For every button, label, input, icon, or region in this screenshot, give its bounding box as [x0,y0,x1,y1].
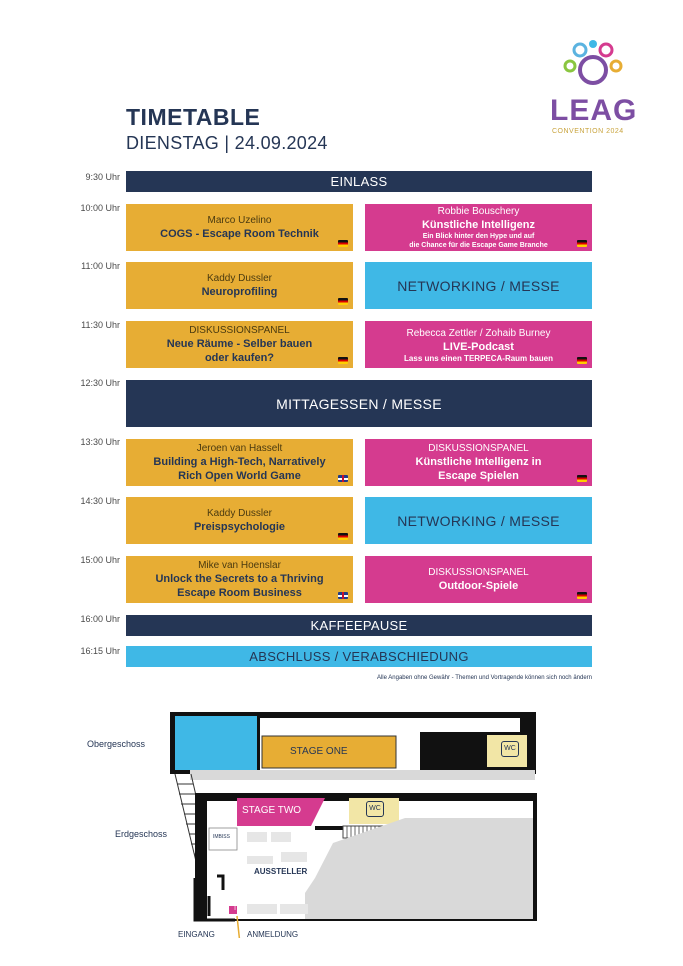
info-icon: i [234,905,236,912]
session-speaker: DISKUSSIONSPANEL [428,443,529,454]
session-speaker: Rebecca Zettler / Zohaib Burney [406,327,551,339]
aussteller-label: AUSSTELLER [254,867,308,876]
session-subtitle: die Chance für die Escape Game Branche [409,242,548,249]
anmeldung-label: ANMELDUNG [247,930,299,939]
session-title: Künstliche Intelligenz [421,219,536,231]
time-label: 13:30 Uhr [80,437,120,447]
session-title: COGS - Escape Room Technik [160,228,319,240]
session-title: Neuroprofiling [201,286,278,298]
time-label: 10:00 Uhr [80,203,120,213]
de-flag-icon [577,357,587,364]
de-flag-icon [577,240,587,247]
time-label: 16:00 Uhr [80,614,120,624]
session-card [126,497,353,544]
session-speaker: Kaddy Dussler [206,273,273,284]
networking-bar [365,262,592,309]
session-title: Outdoor-Spiele [438,580,519,592]
time-label: 15:00 Uhr [80,555,120,565]
imbiss-label: IMBISS [213,834,230,840]
session-card [365,321,592,368]
session-title: Neue Räume - Selber bauen [166,338,313,350]
session-card [126,262,353,309]
erdgeschoss-label: Erdgeschoss [115,829,168,839]
session-card [126,439,353,486]
session-title: Escape Spielen [438,470,519,482]
session-title: Preispsychologie [193,521,286,533]
networking-label: NETWORKING / MESSE [397,512,560,529]
session-speaker: Marco Uzelino [207,215,272,226]
de-flag-icon [338,298,348,305]
session-card [126,204,353,251]
einlass-label: EINLASS [330,174,388,189]
wc-label: WC [504,745,516,752]
logo-subtext: CONVENTION 2024 [552,128,624,135]
kaffeepause-bar [126,615,592,636]
logo-text: LEAG [550,94,638,127]
session-title: Künstliche Intelligenz in [415,456,542,468]
networking-bar [365,497,592,544]
einlass-bar [126,171,592,192]
floor-map [165,708,545,938]
session-speaker: Jeroen van Hasselt [196,443,283,454]
logo [548,38,643,138]
session-card [126,321,353,368]
mittagessen-label: MITTAGESSEN / MESSE [276,395,442,412]
session-title: Unlock the Secrets to a Thriving [155,573,324,585]
eingang-label: EINGANG [178,930,215,939]
session-speaker: Kaddy Dussler [206,508,273,519]
time-label: 11:00 Uhr [81,261,120,271]
session-title: Rich Open World Game [178,470,301,482]
wc-upper-icon [501,741,519,757]
disclaimer: Alle Angaben ohne Gewähr - Themen und Vortragende können sich noch ändern [376,675,592,681]
de-flag-icon [338,240,348,247]
obergeschoss-label: Obergeschoss [87,739,146,749]
wc-lower-icon [366,801,384,817]
abschluss-bar [126,646,592,667]
time-label: 12:30 Uhr [80,378,120,388]
session-subtitle: Ein Blick hinter den Hype und auf [422,233,535,240]
time-label: 14:30 Uhr [80,496,120,506]
abschluss-label: ABSCHLUSS / VERABSCHIEDUNG [249,649,469,664]
session-speaker: DISKUSSIONSPANEL [428,567,529,578]
session-title: oder kaufen? [204,352,275,364]
uk-flag-icon [338,475,348,482]
session-card [365,204,592,251]
session-card [365,556,592,603]
networking-label: NETWORKING / MESSE [397,277,560,294]
session-speaker: Robbie Bouschery [437,206,520,217]
wc-label: WC [369,805,381,812]
time-label: 11:30 Uhr [81,320,120,330]
de-flag-icon [577,592,587,599]
session-title: LIVE-Podcast [443,340,514,353]
logo-people-icon [558,38,628,98]
page-subtitle: DIENSTAG | 24.09.2024 [126,133,328,153]
session-speaker: Mike van Hoenslar [198,560,281,571]
session-title: Escape Room Business [177,587,302,599]
mittagessen-bar [126,380,592,427]
session-speaker: DISKUSSIONSPANEL [189,325,290,336]
page-title: TIMETABLE [126,104,261,130]
de-flag-icon [577,475,587,482]
time-label: 16:15 Uhr [80,646,120,656]
de-flag-icon [338,357,348,364]
session-title: Building a High-Tech, Narratively [153,456,326,468]
stage-one-label: STAGE ONE [290,746,348,757]
time-label: 9:30 Uhr [85,172,120,182]
uk-flag-icon [338,592,348,599]
kaffeepause-label: KAFFEEPAUSE [310,618,408,633]
stage-two-label: STAGE TWO [242,805,302,816]
session-card [126,556,353,603]
de-flag-icon [338,533,348,540]
session-card [365,439,592,486]
session-subtitle: Lass uns einen TERPECA-Raum bauen [404,353,553,363]
